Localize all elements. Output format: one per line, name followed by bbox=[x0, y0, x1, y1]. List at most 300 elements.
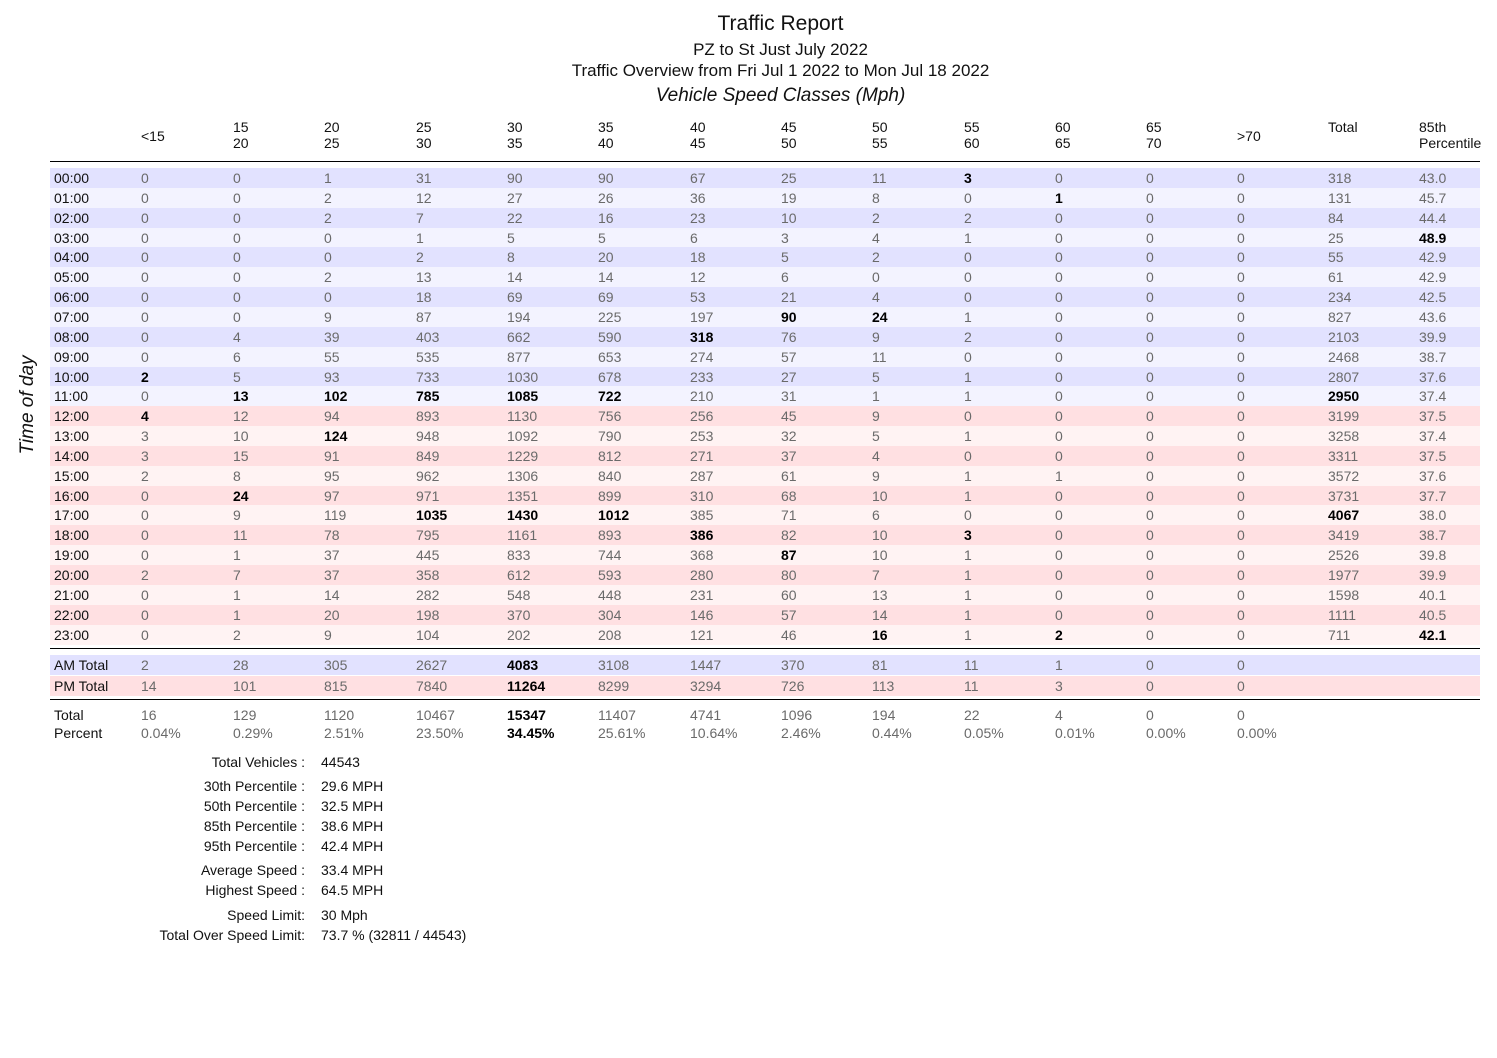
table-cell: 57 bbox=[781, 348, 797, 365]
table-cell: 12 bbox=[416, 189, 432, 206]
table-cell: 1092 bbox=[507, 428, 539, 445]
table-cell: 11 bbox=[964, 678, 979, 694]
table-cell: 0 bbox=[1146, 209, 1154, 226]
table-cell: 733 bbox=[416, 368, 440, 385]
table-cell: 20 bbox=[324, 606, 340, 623]
total-row-cell: 0 bbox=[1237, 707, 1245, 723]
table-row bbox=[50, 307, 1480, 327]
table-cell: 827 bbox=[1328, 308, 1352, 325]
table-cell: 971 bbox=[416, 487, 440, 504]
table-cell: 0 bbox=[1237, 678, 1245, 694]
total-row-label: Total bbox=[54, 707, 84, 723]
percent-row-cell: 25.61% bbox=[598, 725, 646, 741]
table-cell: 4083 bbox=[507, 657, 539, 673]
column-header: 40 45 bbox=[690, 119, 706, 151]
column-header: 85th Percentile bbox=[1419, 119, 1482, 151]
table-cell: 370 bbox=[781, 657, 805, 673]
table-cell: 55 bbox=[324, 348, 340, 365]
table-cell: 2468 bbox=[1328, 348, 1360, 365]
table-cell: 0 bbox=[141, 289, 149, 306]
table-cell: 2950 bbox=[1328, 388, 1360, 405]
table-cell: 1 bbox=[964, 547, 972, 564]
table-cell: 0 bbox=[141, 388, 149, 405]
table-cell: 1012 bbox=[598, 507, 630, 524]
table-cell: 0 bbox=[964, 507, 972, 524]
table-cell: 0 bbox=[964, 408, 972, 425]
table-cell: 2 bbox=[233, 626, 241, 643]
table-cell: 7 bbox=[872, 567, 880, 583]
table-cell: 0 bbox=[233, 249, 241, 266]
table-cell: 0 bbox=[233, 229, 241, 246]
table-cell: 0 bbox=[1146, 586, 1154, 603]
table-cell: 0 bbox=[1055, 606, 1063, 623]
table-cell: 0 bbox=[1055, 428, 1063, 445]
table-cell: 27 bbox=[507, 189, 523, 206]
hourly-bottom-rule bbox=[50, 648, 1480, 649]
row-label: 14:00 bbox=[54, 447, 90, 464]
column-header: 30 35 bbox=[507, 119, 523, 151]
column-header: >70 bbox=[1237, 128, 1261, 144]
table-cell: 2 bbox=[324, 189, 332, 206]
table-cell: 386 bbox=[690, 527, 714, 544]
table-cell: 0 bbox=[1055, 408, 1063, 425]
percent-row-cell: 2.51% bbox=[324, 725, 364, 741]
table-cell: 1 bbox=[964, 388, 972, 405]
table-cell: 0 bbox=[1055, 328, 1063, 345]
table-cell: 97 bbox=[324, 487, 340, 504]
row-label: 08:00 bbox=[54, 328, 90, 345]
percent-row-cell: 34.45% bbox=[507, 725, 555, 741]
table-cell: 0 bbox=[233, 209, 241, 226]
table-cell: 3 bbox=[141, 428, 149, 445]
table-cell: 1 bbox=[964, 229, 972, 246]
table-cell: 0 bbox=[1237, 388, 1245, 405]
summary-key: 50th Percentile : bbox=[203, 798, 305, 814]
table-cell: 3 bbox=[1055, 678, 1063, 694]
table-cell: 19 bbox=[781, 189, 797, 206]
table-cell: 23 bbox=[690, 209, 706, 226]
table-cell: 0 bbox=[1146, 626, 1154, 643]
table-cell: 16 bbox=[872, 626, 888, 643]
column-header: 65 70 bbox=[1146, 119, 1162, 151]
table-cell: 0 bbox=[1146, 487, 1154, 504]
table-cell: 10 bbox=[233, 428, 249, 445]
table-cell: 256 bbox=[690, 408, 714, 425]
table-cell: 45 bbox=[781, 408, 797, 425]
table-row bbox=[50, 247, 1480, 267]
table-cell: 1 bbox=[964, 606, 972, 623]
row-label: 02:00 bbox=[54, 209, 90, 226]
table-cell: 253 bbox=[690, 428, 714, 445]
table-cell: 0 bbox=[141, 229, 149, 246]
table-cell: 4 bbox=[872, 229, 880, 246]
summary-value: 29.6 MPH bbox=[321, 778, 384, 794]
row-label: 20:00 bbox=[54, 567, 90, 583]
table-cell: 14 bbox=[324, 586, 340, 603]
table-cell: 231 bbox=[690, 586, 714, 603]
table-cell: 0 bbox=[1146, 678, 1154, 694]
table-cell: 1 bbox=[964, 428, 972, 445]
column-header: 55 60 bbox=[964, 119, 980, 151]
summary-value: 64.5 MPH bbox=[321, 882, 384, 898]
table-cell: 37.5 bbox=[1419, 447, 1447, 464]
table-cell: 3 bbox=[141, 447, 149, 464]
total-row-cell: 22 bbox=[964, 707, 980, 723]
table-cell: 445 bbox=[416, 547, 440, 564]
table-cell: 0 bbox=[1055, 289, 1063, 306]
table-cell: 0 bbox=[964, 189, 972, 206]
table-row bbox=[50, 267, 1480, 287]
table-cell: 305 bbox=[324, 657, 348, 673]
table-cell: 1 bbox=[964, 487, 972, 504]
table-cell: 0 bbox=[1055, 507, 1063, 524]
table-cell: 0 bbox=[324, 229, 332, 246]
table-cell: 282 bbox=[416, 586, 440, 603]
table-cell: 0 bbox=[964, 348, 972, 365]
table-cell: 6 bbox=[781, 269, 789, 286]
row-label: 12:00 bbox=[54, 408, 90, 425]
table-cell: 0 bbox=[1237, 368, 1245, 385]
row-label: AM Total bbox=[54, 657, 109, 673]
table-cell: 0 bbox=[872, 269, 880, 286]
row-label: 00:00 bbox=[54, 170, 90, 186]
table-cell: 37 bbox=[324, 567, 340, 583]
table-cell: 318 bbox=[690, 328, 714, 345]
table-cell: 25 bbox=[781, 170, 797, 186]
table-cell: 198 bbox=[416, 606, 440, 623]
table-cell: 2 bbox=[872, 249, 880, 266]
table-cell: 0 bbox=[324, 289, 332, 306]
table-cell: 87 bbox=[781, 547, 797, 564]
table-cell: 37.6 bbox=[1419, 467, 1447, 484]
table-cell: 194 bbox=[507, 308, 531, 325]
totals-rule bbox=[50, 699, 1480, 700]
table-cell: 368 bbox=[690, 547, 714, 564]
table-cell: 0 bbox=[141, 209, 149, 226]
table-cell: 9 bbox=[233, 507, 241, 524]
report-subtitle: Vehicle Speed Classes (Mph) bbox=[655, 85, 906, 106]
table-cell: 1 bbox=[964, 626, 972, 643]
total-row-cell: 1120 bbox=[324, 707, 355, 723]
table-cell: 6 bbox=[872, 507, 880, 524]
table-cell: 197 bbox=[690, 308, 714, 325]
table-cell: 3108 bbox=[598, 657, 630, 673]
table-cell: 8299 bbox=[598, 678, 630, 694]
table-cell: 0 bbox=[1237, 447, 1245, 464]
table-cell: 0 bbox=[1237, 467, 1245, 484]
table-cell: 899 bbox=[598, 487, 622, 504]
table-cell: 1 bbox=[233, 586, 241, 603]
table-cell: 893 bbox=[416, 408, 440, 425]
table-cell: 448 bbox=[598, 586, 622, 603]
table-cell: 590 bbox=[598, 328, 622, 345]
table-cell: 14 bbox=[872, 606, 888, 623]
table-cell: 36 bbox=[690, 189, 706, 206]
table-cell: 2 bbox=[141, 467, 149, 484]
summary-value: 44543 bbox=[321, 754, 360, 770]
table-cell: 0 bbox=[1146, 657, 1154, 673]
table-cell: 0 bbox=[1237, 408, 1245, 425]
table-cell: 0 bbox=[1237, 626, 1245, 643]
table-cell: 9 bbox=[324, 308, 332, 325]
table-cell: 756 bbox=[598, 408, 622, 425]
table-cell: 0 bbox=[141, 189, 149, 206]
table-cell: 3311 bbox=[1328, 447, 1359, 464]
table-cell: 45.7 bbox=[1419, 189, 1447, 206]
table-cell: 1 bbox=[324, 170, 332, 186]
table-cell: 2 bbox=[141, 657, 149, 673]
table-cell: 21 bbox=[781, 289, 797, 306]
table-cell: 0 bbox=[1146, 189, 1154, 206]
y-axis-label: Time of day bbox=[17, 355, 38, 455]
table-cell: 8 bbox=[872, 189, 880, 206]
table-cell: 12 bbox=[690, 269, 706, 286]
table-cell: 287 bbox=[690, 467, 714, 484]
table-row bbox=[50, 327, 1480, 347]
table-cell: 0 bbox=[1146, 428, 1154, 445]
am-total-row bbox=[50, 655, 1480, 675]
table-cell: 16 bbox=[598, 209, 614, 226]
table-cell: 304 bbox=[598, 606, 622, 623]
table-cell: 91 bbox=[324, 447, 340, 464]
table-cell: 274 bbox=[690, 348, 714, 365]
table-cell: 2 bbox=[1055, 626, 1063, 643]
total-row-cell: 11407 bbox=[598, 707, 636, 723]
table-cell: 3731 bbox=[1328, 487, 1360, 504]
table-cell: 0 bbox=[1146, 388, 1154, 405]
table-row bbox=[50, 466, 1480, 486]
table-cell: 208 bbox=[598, 626, 622, 643]
table-cell: 0 bbox=[1237, 209, 1245, 226]
table-cell: 1430 bbox=[507, 507, 539, 524]
table-cell: 1 bbox=[1055, 189, 1063, 206]
table-cell: 593 bbox=[598, 567, 622, 583]
table-cell: 1 bbox=[872, 388, 880, 405]
table-cell: 1977 bbox=[1328, 567, 1360, 583]
table-cell: 93 bbox=[324, 368, 340, 385]
table-cell: 40.5 bbox=[1419, 606, 1447, 623]
table-cell: 2 bbox=[416, 249, 424, 266]
table-cell: 548 bbox=[507, 586, 531, 603]
table-cell: 0 bbox=[1146, 467, 1154, 484]
table-cell: 5 bbox=[233, 368, 241, 385]
table-cell: 0 bbox=[233, 269, 241, 286]
table-cell: 39 bbox=[324, 328, 340, 345]
table-cell: 280 bbox=[690, 567, 714, 583]
table-cell: 0 bbox=[141, 328, 149, 345]
table-cell: 0 bbox=[1237, 269, 1245, 286]
table-cell: 113 bbox=[872, 678, 895, 694]
table-cell: 310 bbox=[690, 487, 714, 504]
table-cell: 13 bbox=[416, 269, 432, 286]
table-cell: 61 bbox=[781, 467, 797, 484]
table-cell: 202 bbox=[507, 626, 531, 643]
table-cell: 877 bbox=[507, 348, 531, 365]
table-cell: 2 bbox=[324, 269, 332, 286]
table-cell: 81 bbox=[872, 657, 888, 673]
table-cell: 1111 bbox=[1328, 606, 1357, 623]
column-header: 45 50 bbox=[781, 119, 797, 151]
table-cell: 0 bbox=[1237, 547, 1245, 564]
table-cell: 40.1 bbox=[1419, 586, 1447, 603]
table-cell: 0 bbox=[141, 586, 149, 603]
table-cell: 2807 bbox=[1328, 368, 1360, 385]
table-cell: 37.6 bbox=[1419, 368, 1447, 385]
table-cell: 11 bbox=[233, 527, 248, 544]
summary-value: 38.6 MPH bbox=[321, 818, 384, 834]
total-row-cell: 1096 bbox=[781, 707, 813, 723]
table-cell: 0 bbox=[1055, 229, 1063, 246]
table-cell: 0 bbox=[1055, 547, 1063, 564]
table-cell: 37.4 bbox=[1419, 388, 1447, 405]
table-cell: 24 bbox=[872, 308, 888, 325]
table-cell: 0 bbox=[1055, 269, 1063, 286]
table-cell: 0 bbox=[1146, 308, 1154, 325]
table-cell: 1229 bbox=[507, 447, 539, 464]
table-cell: 0 bbox=[1055, 527, 1063, 544]
table-row bbox=[50, 585, 1480, 605]
table-cell: 4067 bbox=[1328, 507, 1360, 524]
table-cell: 43.0 bbox=[1419, 170, 1447, 186]
row-label: 07:00 bbox=[54, 308, 90, 325]
table-cell: 5 bbox=[598, 229, 606, 246]
table-row bbox=[50, 386, 1480, 406]
table-row bbox=[50, 347, 1480, 367]
table-cell: 20 bbox=[598, 249, 614, 266]
table-cell: 5 bbox=[781, 249, 789, 266]
table-cell: 55 bbox=[1328, 249, 1344, 266]
table-cell: 43.6 bbox=[1419, 308, 1447, 325]
table-cell: 90 bbox=[507, 170, 523, 186]
table-cell: 104 bbox=[416, 626, 440, 643]
table-cell: 1130 bbox=[507, 408, 538, 425]
table-cell: 3258 bbox=[1328, 428, 1360, 445]
total-row-cell: 194 bbox=[872, 707, 896, 723]
table-cell: 403 bbox=[416, 328, 440, 345]
table-cell: 124 bbox=[324, 428, 348, 445]
table-cell: 0 bbox=[1055, 447, 1063, 464]
row-label: 05:00 bbox=[54, 269, 90, 286]
table-cell: 42.5 bbox=[1419, 289, 1447, 306]
percent-row-cell: 10.64% bbox=[690, 725, 738, 741]
table-row bbox=[50, 367, 1480, 387]
table-cell: 535 bbox=[416, 348, 440, 365]
table-cell: 12 bbox=[233, 408, 249, 425]
table-cell: 1 bbox=[1055, 657, 1063, 673]
table-cell: 1598 bbox=[1328, 586, 1360, 603]
percent-row-cell: 0.44% bbox=[872, 725, 912, 741]
table-cell: 90 bbox=[598, 170, 614, 186]
table-row bbox=[50, 406, 1480, 426]
table-cell: 0 bbox=[1055, 348, 1063, 365]
table-cell: 318 bbox=[1328, 170, 1352, 186]
column-header: 20 25 bbox=[324, 119, 340, 151]
table-cell: 44.4 bbox=[1419, 209, 1447, 226]
table-cell: 0 bbox=[324, 249, 332, 266]
table-cell: 7 bbox=[416, 209, 424, 226]
table-cell: 370 bbox=[507, 606, 531, 623]
table-cell: 42.9 bbox=[1419, 249, 1447, 266]
table-cell: 0 bbox=[1237, 586, 1245, 603]
table-cell: 0 bbox=[1146, 447, 1154, 464]
column-header: 60 65 bbox=[1055, 119, 1071, 151]
column-header: Total bbox=[1328, 119, 1358, 135]
table-cell: 2526 bbox=[1328, 547, 1360, 564]
table-cell: 653 bbox=[598, 348, 622, 365]
table-cell: 0 bbox=[1146, 408, 1154, 425]
table-cell: 0 bbox=[1146, 547, 1154, 564]
table-cell: 0 bbox=[1146, 229, 1154, 246]
table-cell: 0 bbox=[1146, 527, 1154, 544]
table-cell: 5 bbox=[872, 428, 880, 445]
table-cell: 6 bbox=[233, 348, 241, 365]
table-cell: 27 bbox=[781, 368, 797, 385]
table-cell: 785 bbox=[416, 388, 440, 405]
table-cell: 13 bbox=[233, 388, 249, 405]
summary-key: Speed Limit: bbox=[227, 907, 305, 923]
table-cell: 0 bbox=[1146, 249, 1154, 266]
table-cell: 2 bbox=[141, 567, 149, 583]
table-cell: 0 bbox=[1237, 308, 1245, 325]
table-cell: 0 bbox=[1055, 368, 1063, 385]
table-cell: 4 bbox=[233, 328, 241, 345]
table-cell: 102 bbox=[324, 388, 348, 405]
table-cell: 78 bbox=[324, 527, 340, 544]
table-cell: 11 bbox=[872, 348, 887, 365]
column-header: 35 40 bbox=[598, 119, 614, 151]
table-cell: 37.5 bbox=[1419, 408, 1447, 425]
total-row-cell: 15347 bbox=[507, 707, 546, 723]
table-cell: 61 bbox=[1328, 269, 1344, 286]
summary-value: 33.4 MPH bbox=[321, 862, 384, 878]
table-cell: 3572 bbox=[1328, 467, 1360, 484]
table-cell: 0 bbox=[141, 348, 149, 365]
table-cell: 3419 bbox=[1328, 527, 1360, 544]
table-cell: 10 bbox=[781, 209, 797, 226]
table-cell: 1351 bbox=[507, 487, 539, 504]
table-cell: 893 bbox=[598, 527, 622, 544]
table-row bbox=[50, 446, 1480, 466]
table-cell: 833 bbox=[507, 547, 531, 564]
column-header: 50 55 bbox=[872, 119, 888, 151]
table-cell: 0 bbox=[141, 170, 149, 186]
table-cell: 2 bbox=[141, 368, 149, 385]
table-cell: 32 bbox=[781, 428, 797, 445]
table-cell: 1 bbox=[233, 606, 241, 623]
percent-row-cell: 0.05% bbox=[964, 725, 1004, 741]
table-cell: 3 bbox=[964, 170, 972, 186]
table-cell: 0 bbox=[964, 249, 972, 266]
table-cell: 10 bbox=[872, 547, 888, 564]
table-cell: 14 bbox=[598, 269, 614, 286]
row-label: 18:00 bbox=[54, 527, 90, 544]
table-cell: 4 bbox=[141, 408, 149, 425]
table-cell: 0 bbox=[1237, 487, 1245, 504]
table-cell: 0 bbox=[1055, 567, 1063, 583]
table-row bbox=[50, 625, 1480, 645]
table-cell: 612 bbox=[507, 567, 531, 583]
total-row-cell: 16 bbox=[141, 707, 157, 723]
table-cell: 15 bbox=[233, 447, 249, 464]
row-label: 19:00 bbox=[54, 547, 90, 564]
row-label: 22:00 bbox=[54, 606, 90, 623]
table-cell: 385 bbox=[690, 507, 714, 524]
row-label: 10:00 bbox=[54, 368, 90, 385]
table-cell: 37.7 bbox=[1419, 487, 1447, 504]
table-cell: 815 bbox=[324, 678, 348, 694]
table-cell: 39.9 bbox=[1419, 328, 1447, 345]
table-cell: 812 bbox=[598, 447, 622, 464]
